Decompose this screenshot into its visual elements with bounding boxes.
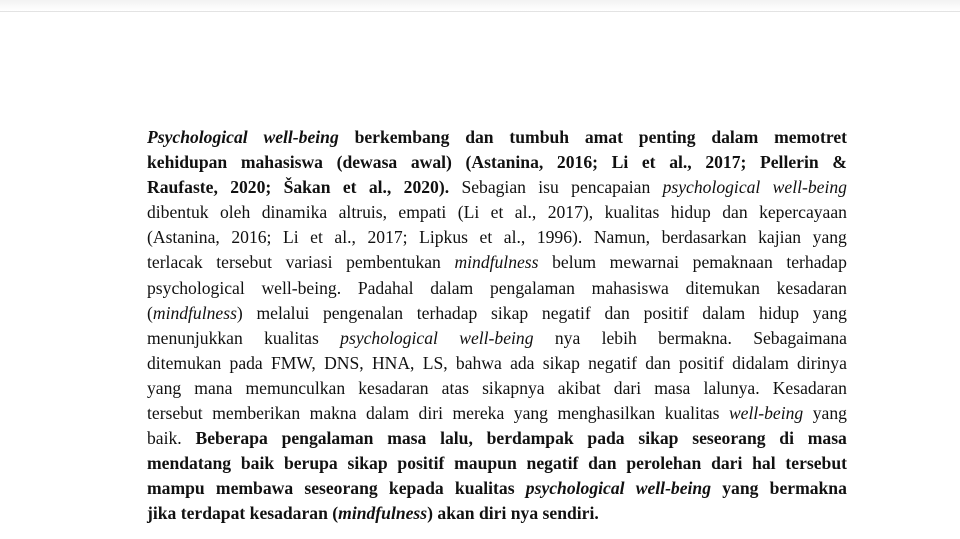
text-word: perolehan xyxy=(626,453,702,474)
text-word: memunculkan xyxy=(245,377,346,398)
text-word: tersebut xyxy=(147,403,203,424)
text-word: well-being. xyxy=(261,277,342,298)
text-word: berkembang xyxy=(354,127,450,147)
text-word: kehidupan xyxy=(147,152,228,173)
text-word: terdapat xyxy=(180,503,246,524)
text-word: & xyxy=(832,152,847,173)
text-word: 2020; xyxy=(230,177,272,198)
text-word: mahasiswa xyxy=(240,152,323,173)
text-word: variasi xyxy=(285,252,333,273)
text-word: pencapaian xyxy=(571,177,651,198)
text-word: tumbuh xyxy=(509,127,570,147)
text-word: sikap xyxy=(542,352,580,373)
word-group xyxy=(328,501,433,526)
text-word: kepada xyxy=(388,478,444,499)
text-word: pengalaman xyxy=(489,277,575,298)
text-word: al., xyxy=(334,227,356,248)
text-word: dan xyxy=(645,352,671,373)
text-word: baik. xyxy=(147,428,182,449)
text-word: sikap xyxy=(347,453,388,474)
text-word: masa xyxy=(807,428,847,449)
text-word: 2016; xyxy=(556,152,598,173)
text-word: seseorang xyxy=(304,478,378,499)
text-word: berdasarkan xyxy=(661,227,747,248)
text-word: memotret xyxy=(774,127,847,147)
text-line xyxy=(147,451,847,476)
text-word: well-being xyxy=(728,403,804,424)
text-word: al., xyxy=(368,177,392,198)
text-line xyxy=(147,351,847,376)
text-word: dalam xyxy=(702,302,746,323)
text-word: positif xyxy=(678,352,724,373)
text-word: dan xyxy=(588,453,617,474)
text-word: kesadaran xyxy=(358,377,429,398)
text-line xyxy=(147,501,847,526)
text-word: membawa xyxy=(215,478,294,499)
text-word: dari xyxy=(711,453,743,474)
text-line xyxy=(147,200,847,225)
text-word: akan xyxy=(437,503,475,524)
text-word: negatif xyxy=(526,453,579,474)
text-word: pada xyxy=(229,352,263,373)
text-word: (dewasa xyxy=(336,152,398,173)
text-word: et xyxy=(641,152,656,173)
text-word: yang xyxy=(513,403,548,424)
text-word: sikap xyxy=(491,302,529,323)
text-word: masa xyxy=(654,377,691,398)
text-word: kajian xyxy=(758,227,802,248)
text-line xyxy=(147,326,847,351)
text-word: di xyxy=(779,428,794,449)
text-word: psychological xyxy=(662,177,761,198)
text-word: yang xyxy=(812,302,847,323)
text-word: 2017; xyxy=(367,227,408,248)
text-word: mampu xyxy=(147,478,205,499)
text-word: Padahal xyxy=(357,277,414,298)
text-word: yang xyxy=(812,403,847,424)
text-word: isu xyxy=(538,177,559,198)
text-word: ( xyxy=(147,302,153,323)
text-word: nya xyxy=(554,327,581,348)
text-word: bermakna. xyxy=(658,327,732,348)
text-word: (Astanina, xyxy=(147,227,220,248)
word-group xyxy=(147,301,243,326)
text-word: psychological xyxy=(147,277,245,298)
text-word: et xyxy=(490,202,504,223)
text-word: makna xyxy=(309,403,357,424)
text-word: lalunya. xyxy=(703,377,760,398)
text-line xyxy=(147,250,847,275)
text-word: pengalaman xyxy=(281,428,374,449)
text-word: DNS, xyxy=(324,352,364,373)
text-word: hidup xyxy=(670,202,711,223)
text-word: maupun xyxy=(454,453,517,474)
text-word: amat xyxy=(584,127,623,147)
text-word: dinamika xyxy=(261,202,328,223)
text-word: 2016; xyxy=(231,227,272,248)
text-word: Šakan xyxy=(283,177,331,198)
text-word: mindfulness xyxy=(454,252,539,273)
text-word: Li xyxy=(611,152,629,173)
text-word: Sebagaimana xyxy=(753,327,847,348)
text-word: altruis, xyxy=(338,202,387,223)
text-word: ) xyxy=(236,302,243,323)
text-word: pengenalan xyxy=(322,302,404,323)
text-word: 1996). xyxy=(536,227,583,248)
text-word: psychological xyxy=(340,327,438,348)
text-word: yang xyxy=(722,478,759,499)
text-word: terhadap xyxy=(416,302,478,323)
text-word: mindfulness xyxy=(152,302,237,323)
text-word: kualitas xyxy=(604,202,660,223)
text-word: atas xyxy=(441,377,469,398)
text-word: akibat xyxy=(557,377,601,398)
text-word: mewarnai xyxy=(609,252,680,273)
text-word: baik xyxy=(240,453,275,474)
text-word: diri xyxy=(478,503,507,524)
text-line xyxy=(147,276,847,301)
text-word: sikap xyxy=(638,428,679,449)
text-word: kesadaran xyxy=(776,277,847,298)
text-word: positif xyxy=(397,453,445,474)
text-word: yang xyxy=(147,377,182,398)
text-word: well-being xyxy=(459,327,534,348)
text-word: Psychological xyxy=(147,127,248,147)
text-word: berdampak xyxy=(486,428,574,449)
text-word: berupa xyxy=(283,453,338,474)
text-word: dalam xyxy=(366,403,410,424)
text-line xyxy=(147,401,847,426)
text-word: terlacak xyxy=(147,252,203,273)
text-word: ( xyxy=(332,503,339,524)
text-line xyxy=(147,125,847,150)
text-word: tersebut xyxy=(785,453,847,474)
text-word: Li xyxy=(282,227,299,248)
text-word: yang xyxy=(812,227,847,248)
text-word: FMW, xyxy=(271,352,316,373)
text-word: Beberapa xyxy=(195,428,268,449)
text-word: Pellerin xyxy=(760,152,819,173)
text-word: kepercayaan xyxy=(759,202,847,223)
text-word: al., xyxy=(669,152,692,173)
text-word: jika xyxy=(147,503,177,524)
text-word: mereka xyxy=(452,403,505,424)
text-word: bahwa xyxy=(455,352,502,373)
text-word: menunjukkan xyxy=(147,327,243,348)
text-word: masa xyxy=(387,428,427,449)
text-word: well-being xyxy=(772,177,847,198)
text-word: (Li xyxy=(457,202,480,223)
text-word: dan xyxy=(722,202,748,223)
text-word: penting xyxy=(638,127,696,147)
text-word: ditemukan xyxy=(685,277,760,298)
text-word: dan xyxy=(465,127,494,147)
text-word: lalu, xyxy=(440,428,473,449)
text-word: memberikan xyxy=(212,403,301,424)
text-word: et xyxy=(310,227,323,248)
text-word: (Astanina, xyxy=(465,152,544,173)
text-word: negatif xyxy=(541,302,591,323)
text-word: tersebut xyxy=(216,252,272,273)
text-word: 2017; xyxy=(705,152,747,173)
text-word: HNA, xyxy=(371,352,415,373)
text-word: positif xyxy=(643,302,689,323)
text-word: pembentukan xyxy=(346,252,441,273)
document-page xyxy=(0,12,960,539)
text-word: ) xyxy=(427,503,433,524)
text-word: empati xyxy=(398,202,447,223)
body-paragraph xyxy=(147,125,847,527)
text-word: mindfulness xyxy=(338,503,428,524)
text-word: mahasiswa xyxy=(591,277,669,298)
text-word: dan xyxy=(604,302,630,323)
text-word: hal xyxy=(752,453,776,474)
text-word: mana xyxy=(194,377,233,398)
text-word: Namun, xyxy=(593,227,651,248)
text-word: dari xyxy=(613,377,642,398)
text-word: terhadap xyxy=(786,252,847,273)
text-word: seseorang xyxy=(692,428,766,449)
text-word: pemaknaan xyxy=(692,252,773,273)
text-word: diri xyxy=(418,403,443,424)
text-line xyxy=(147,476,847,501)
text-word: kualitas xyxy=(664,403,720,424)
text-word: 2020). xyxy=(403,177,450,198)
text-word: kualitas xyxy=(264,327,319,348)
text-word: awal) xyxy=(410,152,452,173)
text-word: belum xyxy=(552,252,597,273)
text-word: Sebagian xyxy=(461,177,526,198)
text-line xyxy=(147,175,847,200)
text-word: oleh xyxy=(220,202,251,223)
text-line xyxy=(147,301,847,326)
text-word: LS, xyxy=(422,352,448,373)
text-word: dalam xyxy=(711,127,759,147)
text-line xyxy=(147,376,847,401)
text-word: ditemukan xyxy=(147,352,222,373)
text-word: hidup xyxy=(758,302,800,323)
text-line xyxy=(147,426,847,451)
page-top-edge xyxy=(0,0,960,12)
text-word: 2017), xyxy=(547,202,594,223)
text-word: Lipkus xyxy=(419,227,468,248)
text-word: Kesadaran xyxy=(772,377,847,398)
text-word: Raufaste, xyxy=(147,177,218,198)
text-word: sikapnya xyxy=(482,377,545,398)
text-word: well-being xyxy=(635,478,712,499)
text-word: sendiri. xyxy=(542,503,599,524)
text-word: didalam xyxy=(732,352,789,373)
text-word: dirinya xyxy=(797,352,847,373)
text-line xyxy=(147,150,847,175)
text-word: al., xyxy=(503,227,526,248)
text-line xyxy=(147,225,847,250)
text-word: dalam xyxy=(430,277,474,298)
text-word: et xyxy=(342,177,357,198)
text-word: dibentuk xyxy=(147,202,209,223)
text-word: lebih xyxy=(601,327,637,348)
text-word: kesadaran xyxy=(249,503,328,524)
text-word: ada xyxy=(510,352,535,373)
text-word: negatif xyxy=(588,352,637,373)
text-word: pada xyxy=(587,428,625,449)
text-word: menghasilkan xyxy=(557,403,656,424)
text-word: al., xyxy=(514,202,537,223)
text-word: kualitas xyxy=(454,478,515,499)
text-word: psychological xyxy=(525,478,625,499)
text-word: mendatang xyxy=(147,453,232,474)
text-word: bermakna xyxy=(769,478,847,499)
text-word: melalui xyxy=(256,302,310,323)
text-word: well-being xyxy=(263,127,339,147)
text-word: et xyxy=(479,227,493,248)
text-word: nya xyxy=(510,503,539,524)
